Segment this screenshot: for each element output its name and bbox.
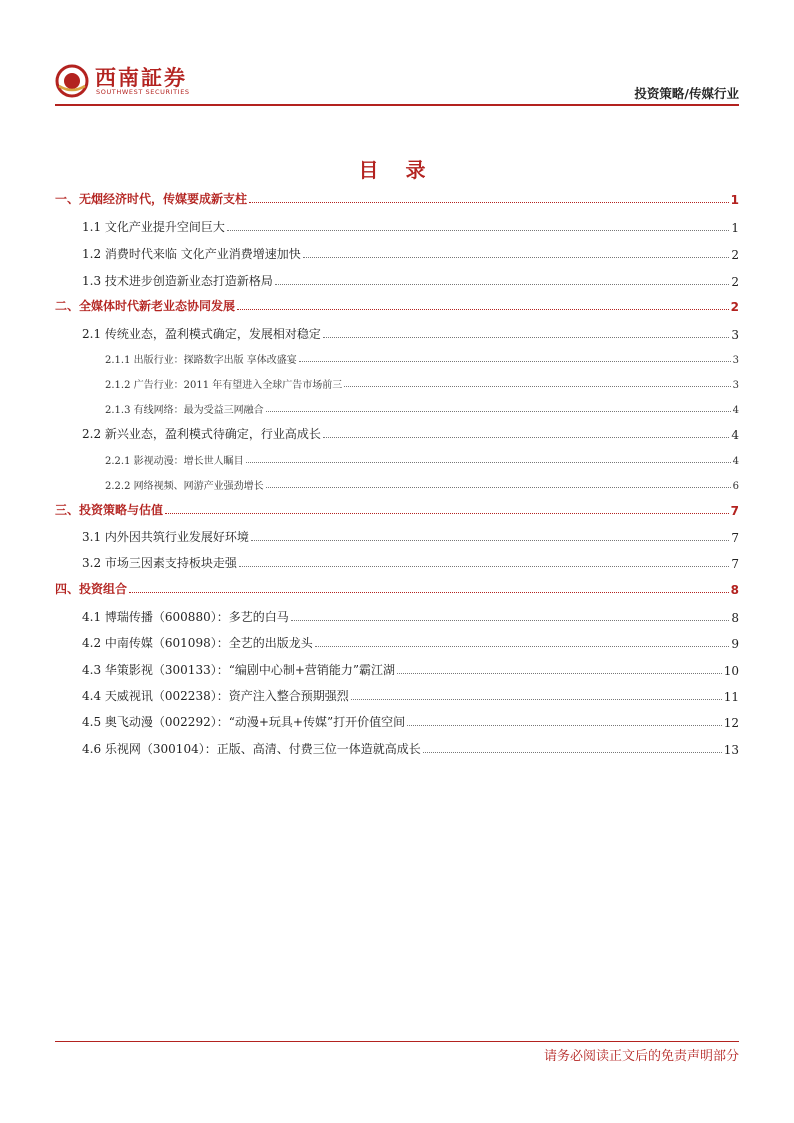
footer-divider bbox=[55, 1041, 739, 1042]
toc-leader-dots bbox=[407, 725, 722, 726]
toc-entry-label: 2.1.3 有线网络：最为受益三网融合 bbox=[105, 405, 264, 416]
toc-leader-dots bbox=[266, 411, 731, 412]
toc-leader-dots bbox=[291, 620, 730, 621]
toc-leader-dots bbox=[351, 699, 722, 700]
toc-entry-label: 4.1 博瑞传播（600880）：多艺的白马 bbox=[82, 610, 289, 624]
toc-page-number: 4 bbox=[732, 405, 739, 416]
toc-page-number: 3 bbox=[732, 355, 739, 366]
toc-leader-dots bbox=[165, 513, 729, 514]
toc-entry-label: 2.1.2 广告行业：2011 年有望进入全球广告市场前三 bbox=[105, 380, 343, 391]
logo-emblem-icon bbox=[55, 64, 89, 98]
toc-subsection[interactable] bbox=[82, 525, 739, 545]
toc-entry-label: 4.3 华策影视（300133）：“编剧中心制+营销能力”霸江湖 bbox=[82, 663, 396, 677]
toc-subsection[interactable] bbox=[82, 658, 739, 678]
toc-entry-label: 3.2 市场三因素支持板块走强 bbox=[82, 556, 237, 570]
toc-leader-dots bbox=[315, 646, 730, 647]
toc-page-number: 6 bbox=[732, 481, 739, 492]
toc-leader-dots bbox=[227, 230, 729, 231]
toc-subsubsection[interactable] bbox=[105, 447, 739, 467]
toc-page-number: 7 bbox=[731, 557, 739, 571]
toc-subsection[interactable] bbox=[82, 422, 739, 442]
toc-section[interactable] bbox=[55, 498, 739, 518]
toc-subsection[interactable] bbox=[82, 242, 739, 262]
toc-entry-label: 4.5 奥飞动漫（002292）：“动漫+玩具+传媒”打开价值空间 bbox=[82, 715, 406, 729]
toc-leader-dots bbox=[246, 462, 731, 463]
toc-entry-label: 4.2 中南传媒（601098）：全艺的出版龙头 bbox=[82, 636, 313, 650]
toc-page-number: 3 bbox=[732, 380, 739, 391]
toc-subsection[interactable] bbox=[82, 710, 739, 730]
toc-leader-dots bbox=[249, 202, 729, 203]
toc-page-number: 3 bbox=[731, 328, 739, 342]
toc-subsection[interactable] bbox=[82, 269, 739, 289]
toc-page-number: 4 bbox=[732, 456, 739, 467]
toc-page-number: 7 bbox=[731, 531, 739, 545]
toc-entry-label: 4.4 天威视讯（002238）：资产注入整合预期强烈 bbox=[82, 689, 349, 703]
toc-entry-label: 1.2 消费时代来临 文化产业消费增速加快 bbox=[82, 247, 301, 261]
toc-subsection[interactable] bbox=[82, 684, 739, 704]
toc-leader-dots bbox=[323, 337, 729, 338]
toc-subsection[interactable] bbox=[82, 737, 739, 757]
toc-entry-label: 三、投资策略与估值 bbox=[55, 503, 164, 517]
toc-entry-label: 四、投资组合 bbox=[55, 582, 128, 596]
toc-page-number: 9 bbox=[731, 637, 739, 651]
report-category: 投资策略/传媒行业 bbox=[634, 86, 739, 101]
toc-page-number: 1 bbox=[730, 193, 739, 207]
toc-page-number: 11 bbox=[723, 690, 739, 704]
toc-entry-label: 2.2.2 网络视频、网游产业强劲增长 bbox=[105, 481, 264, 492]
toc-page-number: 12 bbox=[723, 716, 739, 730]
toc-leader-dots bbox=[344, 386, 730, 387]
toc-leader-dots bbox=[299, 361, 731, 362]
toc-page-number: 13 bbox=[723, 743, 739, 757]
toc-page-number: 1 bbox=[731, 221, 739, 235]
toc-subsection[interactable] bbox=[82, 631, 739, 651]
toc-page-number: 8 bbox=[731, 611, 739, 625]
toc-page-number: 8 bbox=[730, 583, 739, 597]
company-logo bbox=[55, 62, 205, 102]
toc-page-number: 2 bbox=[731, 248, 739, 262]
page-header bbox=[55, 62, 739, 106]
toc-entry-label: 3.1 内外因共筑行业发展好环境 bbox=[82, 530, 249, 544]
toc-entry-label: 2.1 传统业态，盈利模式确定，发展相对稳定 bbox=[82, 327, 321, 341]
toc-entry-label: 2.2 新兴业态，盈利模式待确定，行业高成长 bbox=[82, 427, 321, 441]
toc-page-number: 4 bbox=[731, 428, 739, 442]
toc-page-number: 7 bbox=[730, 504, 739, 518]
toc-section[interactable] bbox=[55, 187, 739, 207]
toc-title: 目 录 bbox=[358, 158, 436, 182]
toc-section[interactable] bbox=[55, 294, 739, 314]
toc-subsection[interactable] bbox=[82, 322, 739, 342]
logo-english-name: SOUTHWEST SECURITIES bbox=[96, 88, 190, 96]
toc-leader-dots bbox=[266, 487, 731, 488]
toc-leader-dots bbox=[237, 309, 729, 310]
toc-subsection[interactable] bbox=[82, 605, 739, 625]
toc-entry-label: 1.1 文化产业提升空间巨大 bbox=[82, 220, 225, 234]
toc-leader-dots bbox=[129, 592, 729, 593]
toc-leader-dots bbox=[275, 284, 729, 285]
toc-entry-label: 1.3 技术进步创造新业态打造新格局 bbox=[82, 274, 273, 288]
toc-section[interactable] bbox=[55, 577, 739, 597]
toc-leader-dots bbox=[423, 752, 722, 753]
toc-entry-label: 二、全媒体时代新老业态协同发展 bbox=[55, 299, 236, 313]
toc-page-number: 10 bbox=[723, 664, 739, 678]
toc-subsection[interactable] bbox=[82, 551, 739, 571]
toc-leader-dots bbox=[397, 673, 722, 674]
logo-chinese-name: 西南証券 bbox=[95, 65, 187, 90]
toc-subsubsection[interactable] bbox=[105, 371, 739, 391]
toc-subsubsection[interactable] bbox=[105, 472, 739, 492]
toc-leader-dots bbox=[323, 437, 729, 438]
toc-subsubsection[interactable] bbox=[105, 396, 739, 416]
toc-leader-dots bbox=[251, 540, 729, 541]
footer-disclaimer: 请务必阅读正文后的免责声明部分 bbox=[543, 1049, 739, 1064]
toc-page-number: 2 bbox=[731, 275, 739, 289]
toc-entry-label: 一、无烟经济时代，传媒要成新支柱 bbox=[55, 192, 248, 206]
toc-subsection[interactable] bbox=[82, 215, 739, 235]
toc-entry-label: 4.6 乐视网（300104）：正版、高清、付费三位一体造就高成长 bbox=[82, 742, 421, 756]
header-divider bbox=[55, 104, 739, 106]
toc-entry-label: 2.1.1 出版行业：探路数字出版 享体改盛宴 bbox=[105, 355, 297, 366]
toc-leader-dots bbox=[239, 566, 729, 567]
toc-leader-dots bbox=[303, 257, 730, 258]
toc-page-number: 2 bbox=[730, 300, 739, 314]
toc-entry-label: 2.2.1 影视动漫：增长世人瞩目 bbox=[105, 456, 244, 467]
toc-subsubsection[interactable] bbox=[105, 346, 739, 366]
